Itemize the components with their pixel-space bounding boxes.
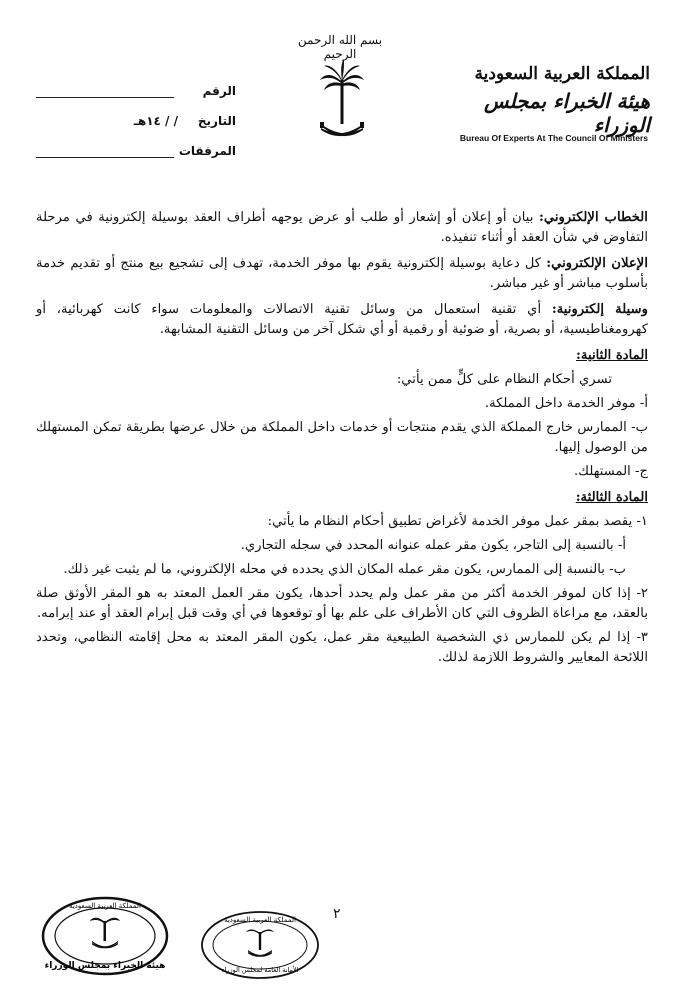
definition-text: بيان أو إعلان أو إشعار أو طلب أو عرض يوجهه أطراف العقد بوسيلة إلكترونية في مرحلة التفاوض في شأن العقد أو أثناء تنفيذه. xyxy=(36,210,648,245)
attachments-label: المرفقات xyxy=(178,144,236,158)
reference-row xyxy=(36,68,236,98)
organization-name-line1: المملكة العربية السعودية xyxy=(474,64,650,84)
reference-block xyxy=(36,68,236,158)
seal-right-top-text: المملكة العربية السعودية xyxy=(224,916,296,924)
official-seal-left xyxy=(40,895,170,977)
page-number: ٢ xyxy=(333,906,341,922)
reference-label: الرقم xyxy=(202,84,236,98)
palm-swords-emblem xyxy=(318,58,366,148)
definition-term: الإعلان الإلكتروني: xyxy=(546,256,648,271)
definition-term: وسيلة إلكترونية: xyxy=(551,302,648,317)
attachments-row xyxy=(36,128,236,158)
article-3-clause-1: ١- يقصد بمقر عمل موفر الخدمة لأغراض تطبيق أحكام النظام ما يأتي: xyxy=(267,514,648,529)
definition-electronic-letter xyxy=(36,208,648,248)
basmala: بسم الله الرحمن الرحيم xyxy=(297,33,383,61)
seal-right-bottom-text: الأمانة العامة لمجلس الوزراء xyxy=(221,966,299,974)
date-value: / / ١٤هـ xyxy=(133,114,178,128)
definition-text: أي تقنية استعمال من وسائل تقنية الاتصالات والمعلومات سواء كانت كهربائية، أو كهرومغناطيسية، أو بصرية، أو ضوئية أو رقمية أو أي شكل آخر من وسائل التقنية المشابهة. xyxy=(36,302,648,337)
definition-text: كل دعاية بوسيلة إلكترونية يقوم بها موفر الخدمة، تهدف إلى تشجيع بيع منتج أو تقديم خدمة بأسلوب مباشر أو غير مباشر. xyxy=(36,256,648,291)
article-2-item-c: ج- المستهلك. xyxy=(574,464,648,479)
article-3-clause-2: ٢- إذا كان لموفر الخدمة أكثر من مقر عمل ولم يحدد أحدها، يكون مقر العمل المعتد به هو المقر الأوثق صلة بالعقد، مع مراعاة الظروف التي كان الأطراف على علم بها أو توقعوها في أي وقت قبل إبرام العقد أو عند إبرامه. xyxy=(36,586,648,621)
seal-left-bottom-text: هيئة الخبراء بمجلس الوزراء xyxy=(44,961,166,971)
definition-term: الخطاب الإلكتروني: xyxy=(538,210,648,225)
organization-name-line2: هيئة الخبراء بمجلس الوزراء xyxy=(483,89,650,137)
article-2-intro: تسري أحكام النظام على كلٍّ ممن يأتي: xyxy=(396,372,612,387)
article-2-item-a: أ- موفر الخدمة داخل المملكة. xyxy=(484,396,648,411)
article-3-clause-3: ٣- إذا لم يكن للممارس ذي الشخصية الطبيعية مقر عمل، يكون المقر المعتد به محل إقامته النظامي، وتحدد اللائحة المعايير والشروط اللازمة لذلك. xyxy=(36,630,648,665)
definition-electronic-means xyxy=(36,300,648,340)
article-3-title: المادة الثالثة: xyxy=(575,490,648,505)
article-2-title: المادة الثانية: xyxy=(576,348,648,363)
definition-electronic-ad xyxy=(36,254,648,294)
document-body xyxy=(36,208,648,672)
reference-line xyxy=(36,83,174,98)
article-3-clause-1b: ب- بالنسبة إلى الممارس، يكون مقر عمله المكان الذي يحدده في محله الإلكتروني، ما لم يثبت غير ذلك. xyxy=(63,562,626,577)
organization-name-english: Bureau Of Experts At The Council Of Ministers xyxy=(459,133,648,143)
date-row xyxy=(36,98,236,128)
date-label: التاريخ xyxy=(197,114,236,128)
article-2-item-b: ب- الممارس خارج المملكة الذي يقدم منتجات أو خدمات داخل المملكة من خلال عرضها بطريقة تمكن المستهلك من الوصول إليها. xyxy=(36,420,648,455)
official-seal-right xyxy=(198,908,322,982)
seal-left-top-text: المملكة العربية السعودية xyxy=(69,902,141,910)
article-3-clause-1a: أ- بالنسبة إلى التاجر، يكون مقر عمله عنوانه المحدد في سجله التجاري. xyxy=(240,538,626,553)
attachments-line xyxy=(36,143,174,158)
